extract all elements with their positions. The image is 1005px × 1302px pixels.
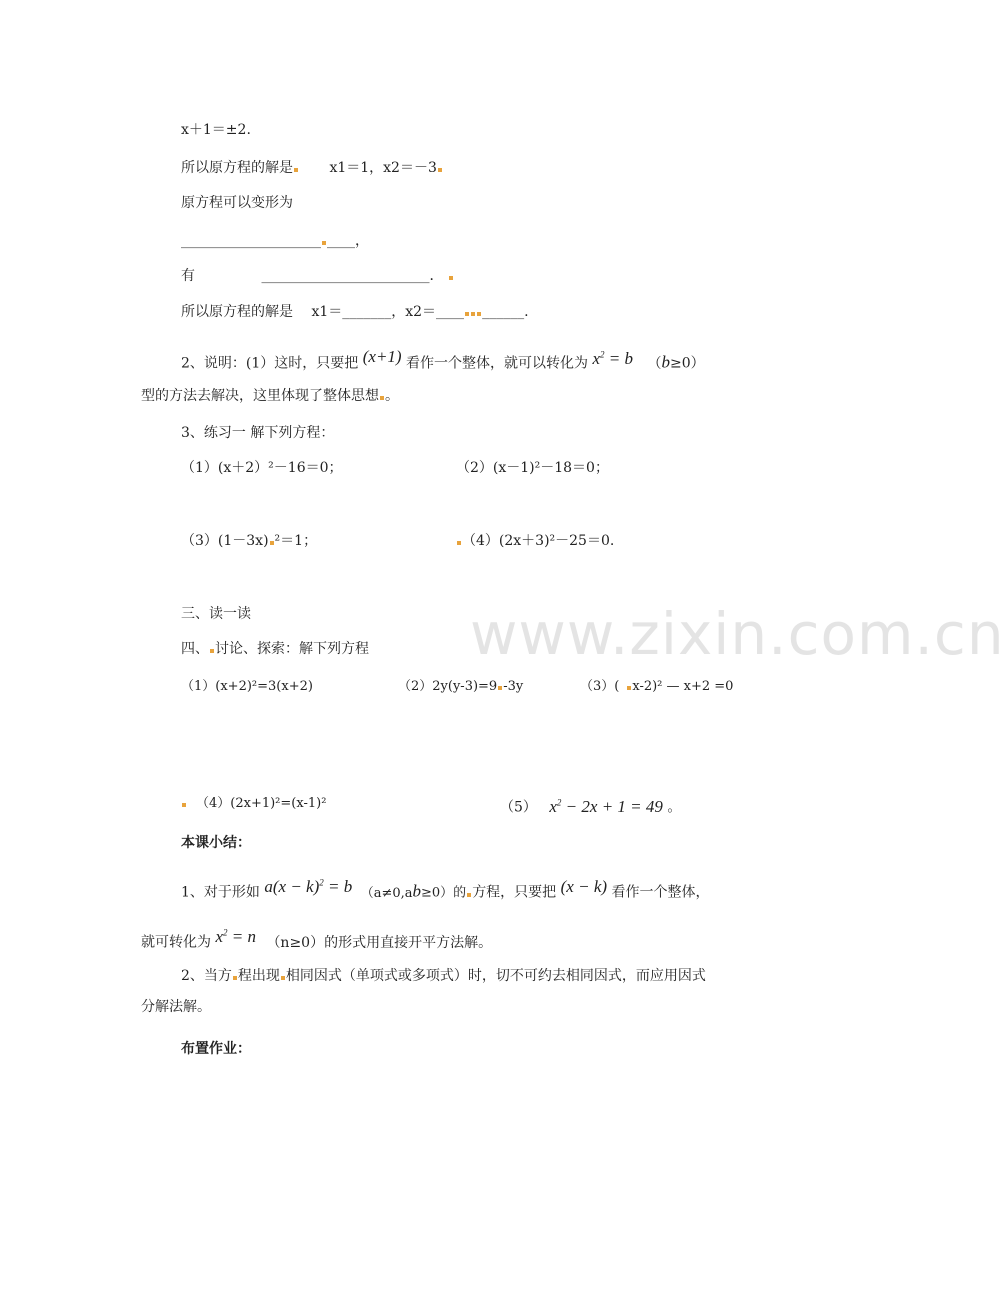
math-expression: = n <box>231 926 256 946</box>
blank: ______. <box>482 304 529 320</box>
watermark: www.zixin.com.cn <box>470 600 1005 668</box>
blank: ____， <box>327 233 369 249</box>
marker-dot <box>294 168 298 172</box>
section-text: 讨论、探索：解下列方程 <box>215 641 369 657</box>
math-expression: (x − k) <box>560 876 608 896</box>
marker-dot <box>281 976 285 980</box>
blank: ____________________ <box>181 233 321 249</box>
summary-text: （n≥0）的形式用直接开平方法解。 <box>266 934 493 951</box>
practice-text: （3）(1－3x) <box>181 533 269 549</box>
note-line-2: 型的方法去解决，这里体现了整体思想 。 <box>141 388 399 404</box>
note-text: ≥0） <box>669 355 705 372</box>
discuss-text: -3y <box>503 679 524 694</box>
marker-dot <box>270 541 274 545</box>
section-number: 四、 <box>181 641 209 657</box>
discuss-text: x-2)² — x+2 =0 <box>632 679 734 694</box>
discuss-item-1: （1）(x+2)²=3(x+2) <box>181 679 313 694</box>
discuss-text: （3）( <box>580 679 620 694</box>
section-discuss <box>181 639 369 659</box>
math-superscript: 2 <box>319 877 324 887</box>
solution-blank-line <box>181 302 529 322</box>
summary-text: 方程，只要把 <box>472 884 557 901</box>
practice-item-4 <box>456 531 614 551</box>
solution-blanks: x1＝_______，x2＝____ <box>311 304 465 320</box>
marker-dot <box>467 893 471 897</box>
discuss-item-4 <box>181 794 326 814</box>
math-expression: = b <box>328 876 353 896</box>
math-superscript: 2 <box>223 927 228 937</box>
marker-dot <box>457 541 461 545</box>
marker-dot <box>210 649 214 653</box>
discuss-item-5 <box>500 792 681 818</box>
note-text: （ <box>647 355 662 372</box>
marker-dot <box>627 686 631 690</box>
summary-text: （a≠0,a <box>360 885 413 901</box>
marker-dot <box>498 686 502 690</box>
discuss-item-2 <box>398 677 523 697</box>
discuss-item-3 <box>580 677 733 697</box>
summary-title: 本课小结： <box>181 835 251 851</box>
marker-dot <box>380 396 384 400</box>
solution-label: 所以原方程的解是 <box>181 160 293 176</box>
solution-values: x1＝1，x2＝－3 <box>329 160 437 176</box>
math-expression: a(x − k) <box>264 876 320 896</box>
math-expression: − 2x + 1 = 49 <box>565 796 663 816</box>
math-superscript: 2 <box>600 349 605 359</box>
math-expression: x <box>549 796 557 816</box>
math-expression: x <box>215 926 223 946</box>
summary-text: 相同因式（单项式或多项式）时，切不可约去相同因式，而应用因式 <box>285 968 706 984</box>
solution-label: 所以原方程的解是 <box>181 304 293 320</box>
marker-dot <box>465 312 469 316</box>
math-variable: b <box>661 352 670 372</box>
note-line <box>181 348 705 374</box>
have-label: 有 <box>181 268 195 284</box>
practice-text: ²＝1； <box>274 533 318 549</box>
have-line <box>181 266 454 286</box>
math-expression: (x+1) <box>362 346 402 366</box>
marker-dot <box>322 241 326 245</box>
transform-line: 原方程可以变形为 <box>181 195 293 211</box>
note-text: 2、说明：(1）这时，只要把 <box>181 355 359 372</box>
equation-line: x＋1＝±2. <box>181 122 251 138</box>
practice-item-2: （2）(x－1)²－18＝0； <box>456 460 609 476</box>
note-text: 型的方法去解决，这里体现了整体思想 <box>141 388 379 404</box>
marker-dot <box>471 312 475 316</box>
practice-item-3 <box>181 531 317 551</box>
marker-dot <box>233 976 237 980</box>
practice-text: （4）(2x＋3)²－25＝0. <box>462 533 615 549</box>
math-variable: b <box>412 881 422 901</box>
summary-text: ≥0）的 <box>421 885 467 901</box>
practice-item-1: （1）(x＋2）²－16＝0； <box>181 460 343 476</box>
note-text: 看作一个整体，就可以转化为 <box>406 355 589 372</box>
solution-line <box>181 158 443 178</box>
marker-dot <box>477 312 481 316</box>
marker-dot <box>182 803 186 807</box>
practice-title: 3、练习一 解下列方程： <box>181 425 335 441</box>
math-superscript: 2 <box>556 797 562 807</box>
homework-title: 布置作业： <box>181 1041 251 1057</box>
discuss-text: （4）(2x+1)²=(x-1)² <box>196 796 327 811</box>
marker-dot <box>449 276 453 280</box>
section-read: 三、读一读 <box>181 606 251 622</box>
math-expression: = b <box>608 348 634 368</box>
blank: ________________________． <box>261 268 444 284</box>
summary-text: 就可转化为 <box>141 934 211 951</box>
summary-text: 看作一个整体， <box>611 884 710 901</box>
summary-item-2 <box>181 966 706 986</box>
summary-item-1-line-2 <box>141 927 492 953</box>
discuss-text: （5） <box>500 799 537 816</box>
summary-item-1 <box>181 877 709 904</box>
math-expression: x <box>592 348 601 368</box>
blank-line <box>181 231 369 251</box>
summary-text: 程出现 <box>237 968 280 984</box>
discuss-text: （2）2y(y-3)=9 <box>398 679 498 694</box>
summary-item-2-line-2: 分解法解。 <box>141 999 211 1015</box>
summary-text: 2、当方 <box>181 968 232 984</box>
summary-text: 1、对于形如 <box>181 884 260 901</box>
marker-dot <box>438 168 442 172</box>
discuss-text: 。 <box>667 799 682 816</box>
